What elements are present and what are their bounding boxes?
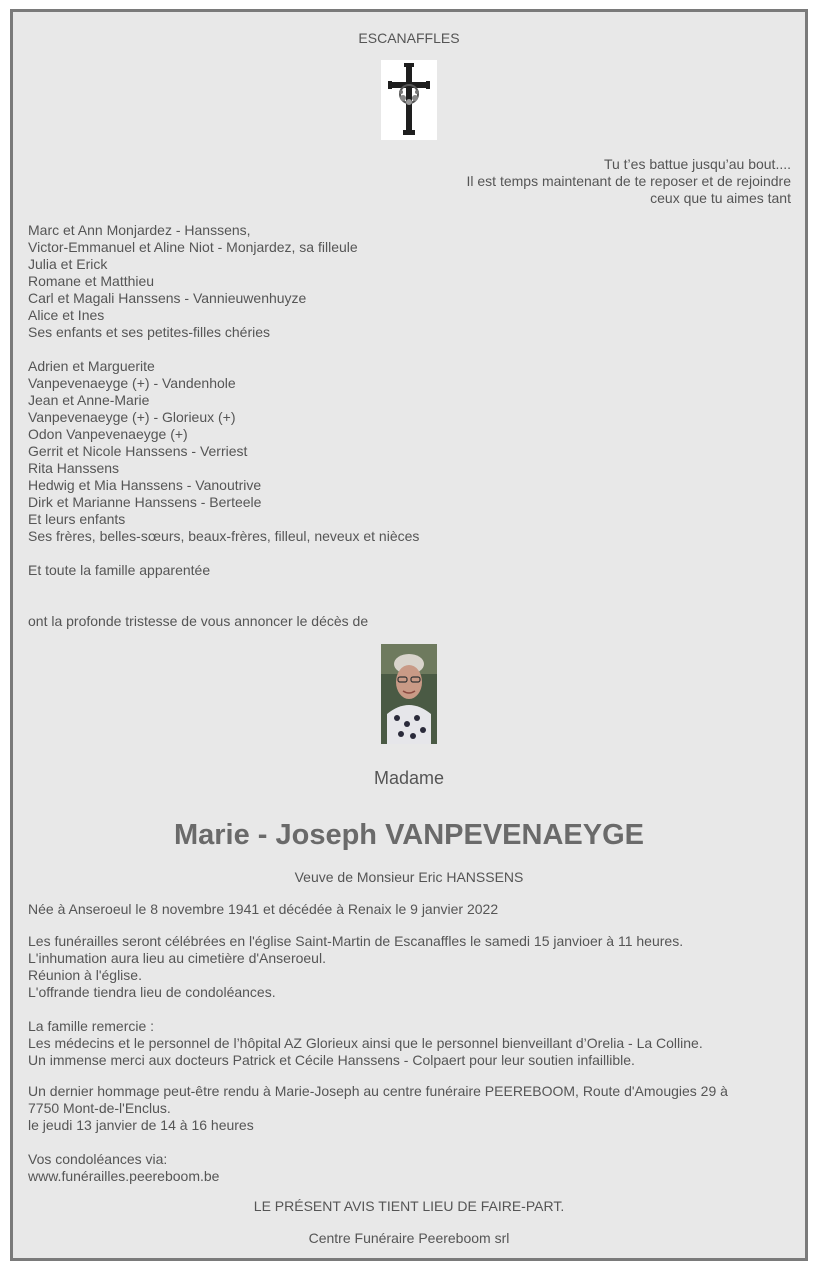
family-line: Alice et Ines xyxy=(28,307,105,323)
portrait-image xyxy=(381,644,437,744)
thanks-line: Un immense merci aux docteurs Patrick et Cécile Hanssens - Colpaert pour leur soutien infaillible. xyxy=(28,1052,635,1068)
tribute-line: 7750 Mont-de-l'Enclus. xyxy=(28,1100,171,1116)
thanks-line: La famille remercie : xyxy=(28,1018,155,1034)
obituary-card xyxy=(10,9,808,1261)
cross-icon xyxy=(381,60,437,140)
condolences-section xyxy=(28,1151,788,1185)
notice-line: LE PRÉSENT AVIS TIENT LIEU DE FAIRE-PART. xyxy=(253,1198,565,1214)
deceased-photo xyxy=(381,644,437,744)
family-line: Ses frères, belles-sœurs, beaux-frères, filleul, neveux et nièces xyxy=(28,528,420,544)
tribute-line: Un dernier hommage peut-être rendu à Marie-Joseph au centre funéraire PEEREBOOM, Route d'Amougies 29 à xyxy=(28,1083,728,1099)
family-line: Marc et Ann Monjardez - Hanssens, xyxy=(28,222,251,238)
village-name: ESCANAFFLES xyxy=(358,30,460,46)
funeral-home-name: Centre Funéraire Peereboom srl xyxy=(308,1230,510,1246)
condolences-label: Vos condoléances via: xyxy=(28,1151,168,1167)
family-line: Gerrit et Nicole Hanssens - Verriest xyxy=(28,443,248,459)
tribute-details xyxy=(28,1083,788,1134)
poem-line: Il est temps maintenant de te reposer et de rejoindre xyxy=(466,173,791,189)
widow-line: Veuve de Monsieur Eric HANSSENS xyxy=(294,869,524,885)
thanks-section xyxy=(28,1018,788,1069)
family-line: Odon Vanpevenaeyge (+) xyxy=(28,426,188,442)
dates-text: Née à Anseroeul le 8 novembre 1941 et décédée à Renaix le 9 janvier 2022 xyxy=(28,901,499,917)
birth-death-dates xyxy=(28,901,788,918)
family-line: Julia et Erick xyxy=(28,256,108,272)
family-line: Vanpevenaeyge (+) - Vandenhole xyxy=(28,375,236,391)
family-line: Dirk et Marianne Hanssens - Berteele xyxy=(28,494,262,510)
poem-line: Tu t’es battue jusqu’au bout.... xyxy=(603,156,791,172)
funeral-line: L'inhumation aura lieu au cimetière d'Anseroeul. xyxy=(28,950,326,966)
family-line: Romane et Matthieu xyxy=(28,273,155,289)
condolences-link[interactable]: www.funérailles.peereboom.be xyxy=(28,1168,220,1184)
family-line: Et leurs enfants xyxy=(28,511,126,527)
funeral-details xyxy=(28,933,788,1001)
family-list-children xyxy=(28,222,788,341)
family-list-siblings xyxy=(28,358,788,545)
funeral-line: Les funérailles seront célébrées en l'église Saint-Martin de Escanaffles le samedi 15 janvioer à 11 heures. xyxy=(28,933,684,949)
family-line: Et toute la famille apparentée xyxy=(28,562,211,578)
deceased-title: Madame xyxy=(373,768,445,788)
announcement-text: ont la profonde tristesse de vous annoncer le décès de xyxy=(28,613,369,629)
poem-line: ceux que tu aimes tant xyxy=(650,190,791,206)
thanks-line: Les médecins et le personnel de l’hôpital AZ Glorieux ainsi que le personnel bienveillant d’Orelia - La Colline. xyxy=(28,1035,703,1051)
family-line: Carl et Magali Hanssens - Vannieuwenhuyze xyxy=(28,290,307,306)
family-line: Jean et Anne-Marie xyxy=(28,392,150,408)
poem xyxy=(466,156,791,207)
family-line: Victor-Emmanuel et Aline Niot - Monjardez, sa filleule xyxy=(28,239,358,255)
deceased-name: Marie - Joseph VANPEVENAEYGE xyxy=(173,819,645,851)
family-line: Ses enfants et ses petites-filles chéries xyxy=(28,324,271,340)
family-line: Vanpevenaeyge (+) - Glorieux (+) xyxy=(28,409,236,425)
funeral-line: L'offrande tiendra lieu de condoléances. xyxy=(28,984,276,1000)
family-extended xyxy=(28,562,788,579)
tribute-line: le jeudi 13 janvier de 14 à 16 heures xyxy=(28,1117,254,1133)
announcement xyxy=(28,613,788,630)
family-line: Hedwig et Mia Hanssens - Vanoutrive xyxy=(28,477,262,493)
family-line: Rita Hanssens xyxy=(28,460,120,476)
cross-image xyxy=(381,60,437,140)
funeral-line: Réunion à l'église. xyxy=(28,967,142,983)
family-line: Adrien et Marguerite xyxy=(28,358,155,374)
